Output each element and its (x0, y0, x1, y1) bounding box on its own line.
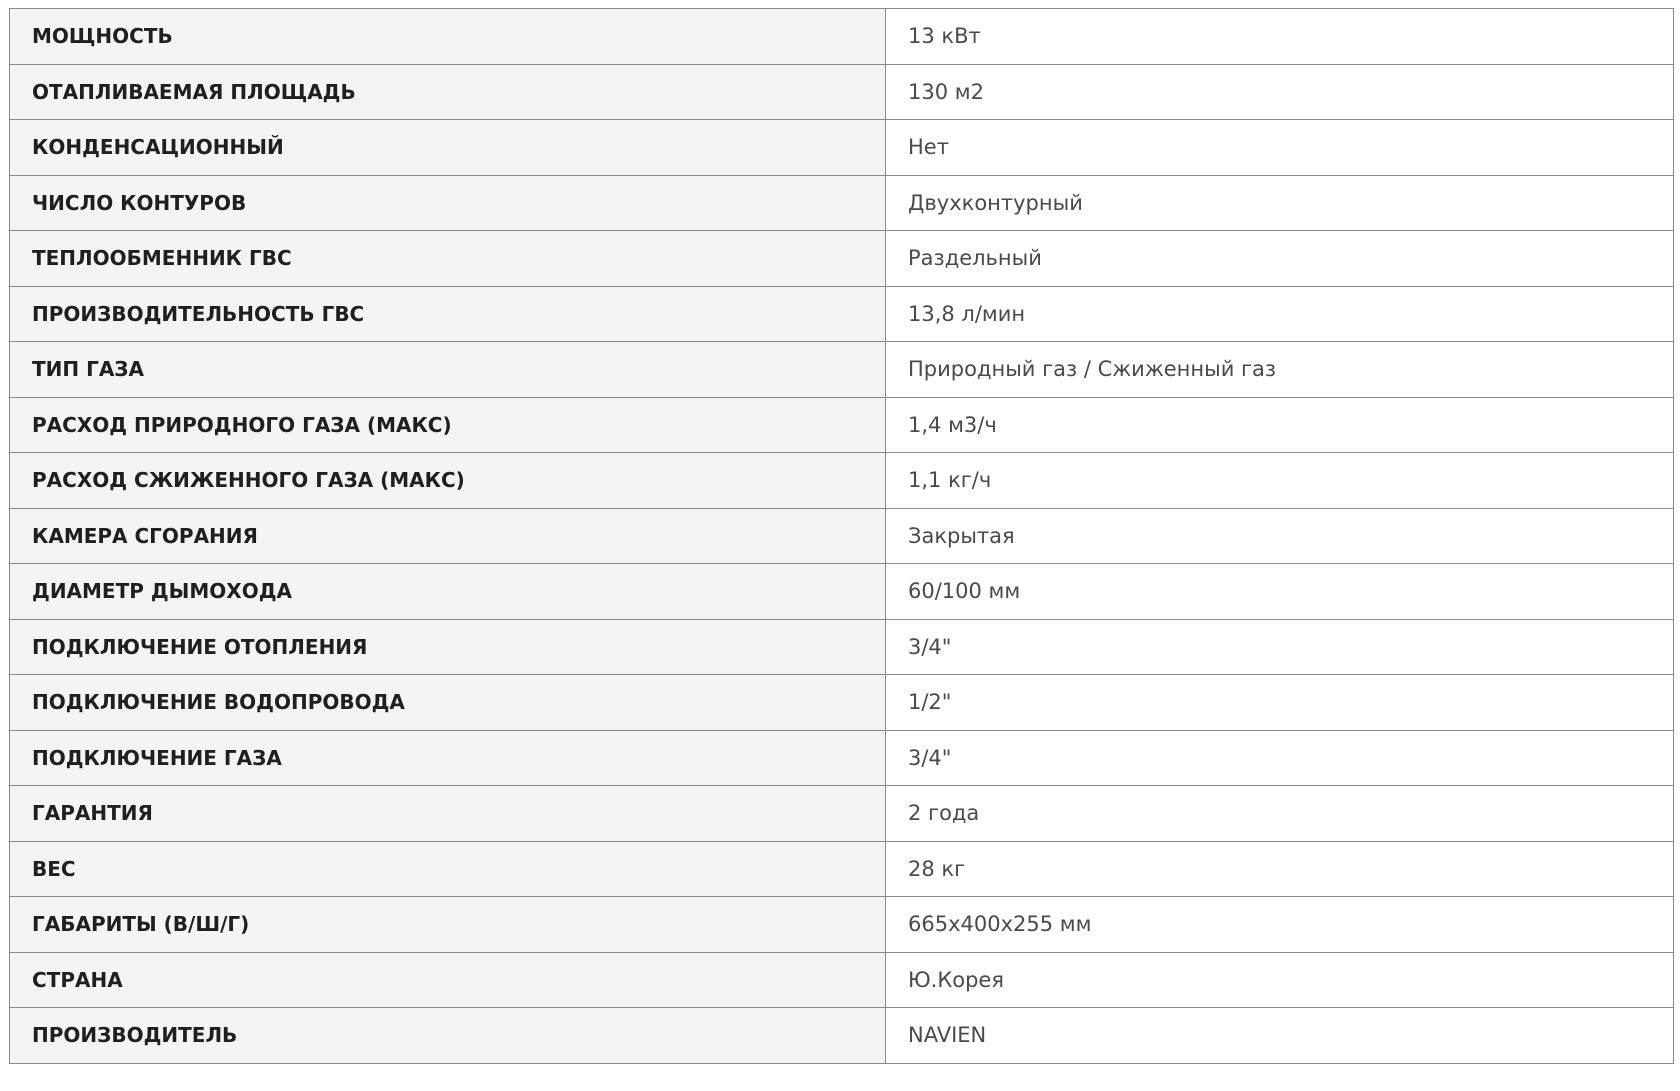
spec-label: МОЩНОСТЬ (10, 9, 886, 65)
spec-label: ДИАМЕТР ДЫМОХОДА (10, 564, 886, 620)
spec-value: 3/4" (886, 730, 1674, 786)
spec-label: ГАБАРИТЫ (В/Ш/Г) (10, 897, 886, 953)
spec-value: 1,1 кг/ч (886, 453, 1674, 509)
spec-label: КАМЕРА СГОРАНИЯ (10, 508, 886, 564)
spec-row-heating-connection (10, 619, 1674, 675)
spec-row-dhw-output (10, 286, 1674, 342)
spec-label: РАСХОД СЖИЖЕННОГО ГАЗА (МАКС) (10, 453, 886, 509)
spec-row-power (10, 9, 1674, 65)
spec-row-natural-gas-consumption (10, 397, 1674, 453)
spec-value: 1/2" (886, 675, 1674, 731)
spec-row-heated-area (10, 64, 1674, 120)
spec-row-manufacturer (10, 1008, 1674, 1064)
spec-label: ГАРАНТИЯ (10, 786, 886, 842)
spec-row-circuits (10, 175, 1674, 231)
spec-value: NAVIEN (886, 1008, 1674, 1064)
spec-row-dhw-exchanger (10, 231, 1674, 287)
spec-label: СТРАНА (10, 952, 886, 1008)
spec-label: ЧИСЛО КОНТУРОВ (10, 175, 886, 231)
spec-value: 2 года (886, 786, 1674, 842)
spec-row-gas-connection (10, 730, 1674, 786)
spec-row-warranty (10, 786, 1674, 842)
spec-label: ВЕС (10, 841, 886, 897)
spec-row-combustion-chamber (10, 508, 1674, 564)
spec-row-condensing (10, 120, 1674, 176)
spec-value: Раздельный (886, 231, 1674, 287)
spec-label: ТИП ГАЗА (10, 342, 886, 398)
spec-value: 13 кВт (886, 9, 1674, 65)
spec-value: 28 кг (886, 841, 1674, 897)
spec-value: 60/100 мм (886, 564, 1674, 620)
spec-label: РАСХОД ПРИРОДНОГО ГАЗА (МАКС) (10, 397, 886, 453)
spec-row-flue-diameter (10, 564, 1674, 620)
spec-label: ПРОИЗВОДИТЕЛЬ (10, 1008, 886, 1064)
spec-value: Природный газ / Сжиженный газ (886, 342, 1674, 398)
spec-label: ПРОИЗВОДИТЕЛЬНОСТЬ ГВС (10, 286, 886, 342)
spec-label: ПОДКЛЮЧЕНИЕ ГАЗА (10, 730, 886, 786)
spec-value: 665x400x255 мм (886, 897, 1674, 953)
spec-value: Двухконтурный (886, 175, 1674, 231)
spec-label: КОНДЕНСАЦИОННЫЙ (10, 120, 886, 176)
spec-row-dimensions (10, 897, 1674, 953)
spec-value: 3/4" (886, 619, 1674, 675)
spec-value: Нет (886, 120, 1674, 176)
spec-row-weight (10, 841, 1674, 897)
spec-value: 13,8 л/мин (886, 286, 1674, 342)
specifications-table (9, 8, 1674, 1064)
specifications-body (10, 9, 1674, 1064)
spec-label: ОТАПЛИВАЕМАЯ ПЛОЩАДЬ (10, 64, 886, 120)
spec-row-lpg-consumption (10, 453, 1674, 509)
spec-value: 1,4 м3/ч (886, 397, 1674, 453)
spec-row-gas-type (10, 342, 1674, 398)
spec-value: Ю.Корея (886, 952, 1674, 1008)
spec-value: 130 м2 (886, 64, 1674, 120)
spec-row-water-connection (10, 675, 1674, 731)
spec-value: Закрытая (886, 508, 1674, 564)
spec-label: ПОДКЛЮЧЕНИЕ ВОДОПРОВОДА (10, 675, 886, 731)
spec-label: ТЕПЛООБМЕННИК ГВС (10, 231, 886, 287)
spec-label: ПОДКЛЮЧЕНИЕ ОТОПЛЕНИЯ (10, 619, 886, 675)
spec-row-country (10, 952, 1674, 1008)
